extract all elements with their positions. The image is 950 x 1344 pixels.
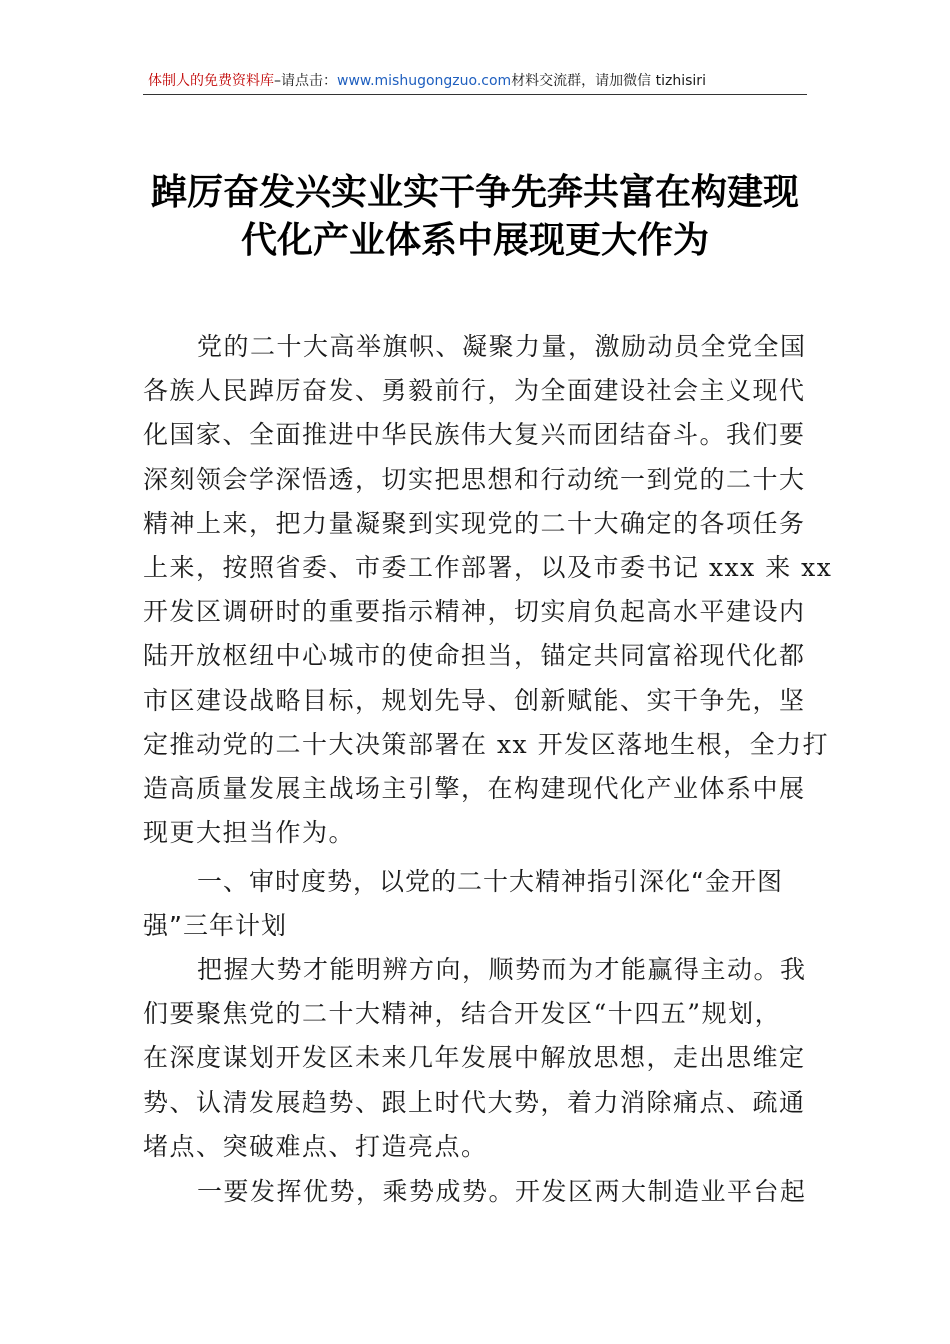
- text-line: 陆开放枢纽中心城市的使命担当，锚定共同富裕现代化都: [143, 641, 806, 671]
- header-banner: [148, 68, 806, 94]
- title-line: 踔厉奋发兴实业实干争先奔共富在构建现: [150, 171, 799, 213]
- header-prompt: –请点击：: [274, 73, 337, 89]
- paragraph-section-intro: [143, 948, 807, 1169]
- text-line: 堵点、突破难点、打造亮点。: [143, 1131, 488, 1161]
- header-divider: [143, 94, 807, 95]
- text-line: 势、认清发展趋势、跟上时代大势，着力消除痛点、疏通: [143, 1087, 806, 1117]
- text-line: 们要聚焦党的二十大精神，结合开发区“十四五”规划，: [143, 999, 782, 1029]
- text-line: 在深度谋划开发区未来几年发展中解放思想，走出思维定: [143, 1043, 806, 1073]
- heading-line: 强”三年计划: [143, 911, 287, 941]
- text-line: 深刻领会学深悟透，切实把思想和行动统一到党的二十大: [143, 464, 806, 494]
- text-line: 各族人民踔厉奋发、勇毅前行，为全面建设社会主义现代: [143, 376, 806, 406]
- text-line: 把握大势才能明辨方向，顺势而为才能赢得主动。我: [197, 955, 807, 984]
- section-heading: [143, 860, 807, 948]
- header-note: 材料交流群，请加微信 tizhisiri: [511, 73, 706, 89]
- paragraph-intro: [143, 325, 833, 855]
- title-line: 代化产业体系中展现更大作为: [240, 219, 709, 261]
- text-line: 造高质量发展主战场主引擎，在构建现代化产业体系中展: [143, 774, 806, 804]
- text-line: 一要发挥优势，乘势成势。开发区两大制造业平台起: [197, 1177, 807, 1206]
- header-link[interactable]: www.mishugongzuo.com: [337, 73, 512, 89]
- document-title: [143, 168, 807, 264]
- text-line: 现更大担当作为。: [143, 818, 356, 848]
- text-line: 开发区调研时的重要指示精神，切实肩负起高水平建设内: [143, 597, 806, 627]
- text-line: 上来，按照省委、市委工作部署，以及市委书记 xxx 来 xx: [143, 553, 833, 583]
- text-line: 定推动党的二十大决策部署在 xx 开发区落地生根，全力打: [143, 729, 830, 759]
- heading-line: 一、审时度势，以党的二十大精神指引深化“金开图: [197, 867, 783, 896]
- text-line: 精神上来，把力量凝聚到实现党的二十大确定的各项任务: [143, 508, 806, 538]
- header-site-name: 体制人的免费资料库: [148, 73, 274, 89]
- text-line: 化国家、全面推进中华民族伟大复兴而团结奋斗。我们要: [143, 420, 806, 450]
- text-line: 市区建设战略目标，规划先导、创新赋能、实干争先，坚: [143, 685, 806, 715]
- paragraph-point-one: [143, 1170, 807, 1214]
- text-line: 党的二十大高举旗帜、凝聚力量，激励动员全党全国: [197, 332, 807, 361]
